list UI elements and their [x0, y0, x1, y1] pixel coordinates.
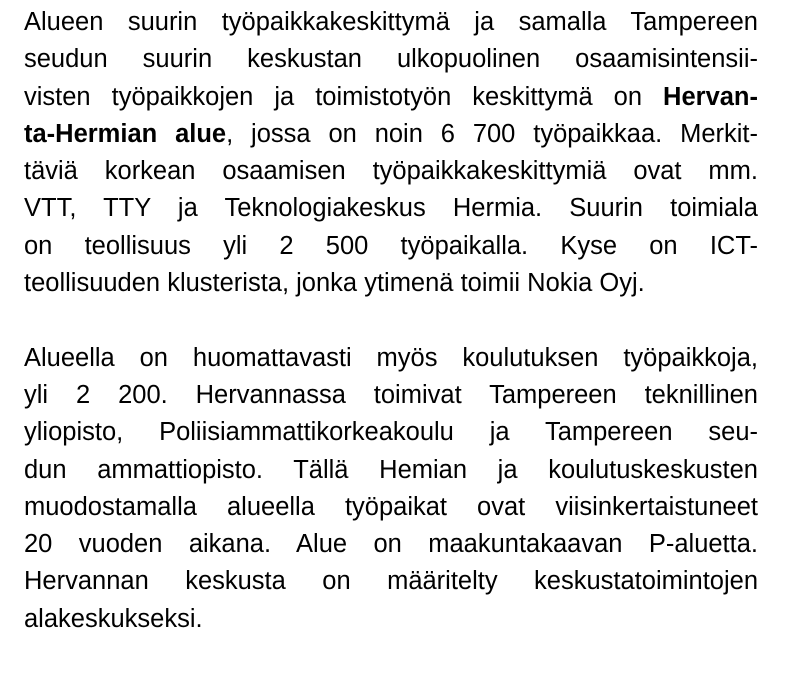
text-run: Hervannan keskusta on määritelty keskustatoimintojen — [24, 567, 758, 596]
text-line — [24, 489, 758, 526]
paragraph-spacer — [24, 302, 758, 339]
text-line — [24, 414, 758, 451]
text-run: 20 vuoden aikana. Alue on maakuntakaavan P-aluetta. — [24, 530, 758, 559]
text-line — [24, 377, 758, 414]
text-run: on teollisuus yli 2 500 työpaikalla. Kyse on ICT- — [24, 231, 758, 260]
text-line — [24, 41, 758, 78]
text-line — [24, 79, 758, 116]
text-run: yli 2 200. Hervannassa toimivat Tampereen teknillinen — [24, 380, 758, 409]
text-line — [24, 190, 758, 227]
text-line — [24, 340, 758, 377]
text-line — [24, 601, 758, 638]
text-run: teollisuuden klusterista, jonka ytimenä toimii Nokia Oyj. — [24, 269, 645, 298]
text-line — [24, 153, 758, 190]
text-run: muodostamalla alueella työpaikat ovat viisinkertaistuneet — [24, 492, 758, 521]
text-run: alakeskukseksi. — [24, 604, 203, 633]
paragraph-2 — [24, 340, 758, 638]
text-run: seudun suurin keskustan ulkopuolinen osaamisintensii- — [24, 45, 758, 74]
text-run: yliopisto, Poliisiammattikorkeakoulu ja Tampereen seu- — [24, 418, 758, 447]
paragraph-1 — [24, 4, 758, 302]
document-page — [24, 4, 758, 638]
text-run: dun ammattiopisto. Tällä Hemian ja koulutuskeskusten — [24, 455, 758, 484]
text-run: VTT, TTY ja Teknologiakeskus Hermia. Suurin toimiala — [24, 194, 758, 223]
text-line — [24, 265, 758, 302]
bold-text: Hervan- — [663, 82, 758, 111]
text-run: , jossa on noin 6 700 työpaikkaa. Merkit- — [226, 119, 759, 148]
text-line — [24, 563, 758, 600]
text-run: täviä korkean osaamisen työpaikkakeskittymiä ovat mm. — [24, 157, 758, 186]
text-line — [24, 228, 758, 265]
text-run: Alueella on huomattavasti myös koulutuksen työpaikkoja, — [24, 343, 758, 372]
text-line — [24, 452, 758, 489]
text-line — [24, 116, 758, 153]
text-run: Alueen suurin työpaikkakeskittymä ja samalla Tampereen — [24, 8, 758, 36]
text-run: visten työpaikkojen ja toimistotyön keskittymä on — [24, 82, 664, 111]
bold-text: ta-Hermian alue — [24, 119, 227, 148]
text-line — [24, 526, 758, 563]
text-line — [24, 4, 758, 41]
